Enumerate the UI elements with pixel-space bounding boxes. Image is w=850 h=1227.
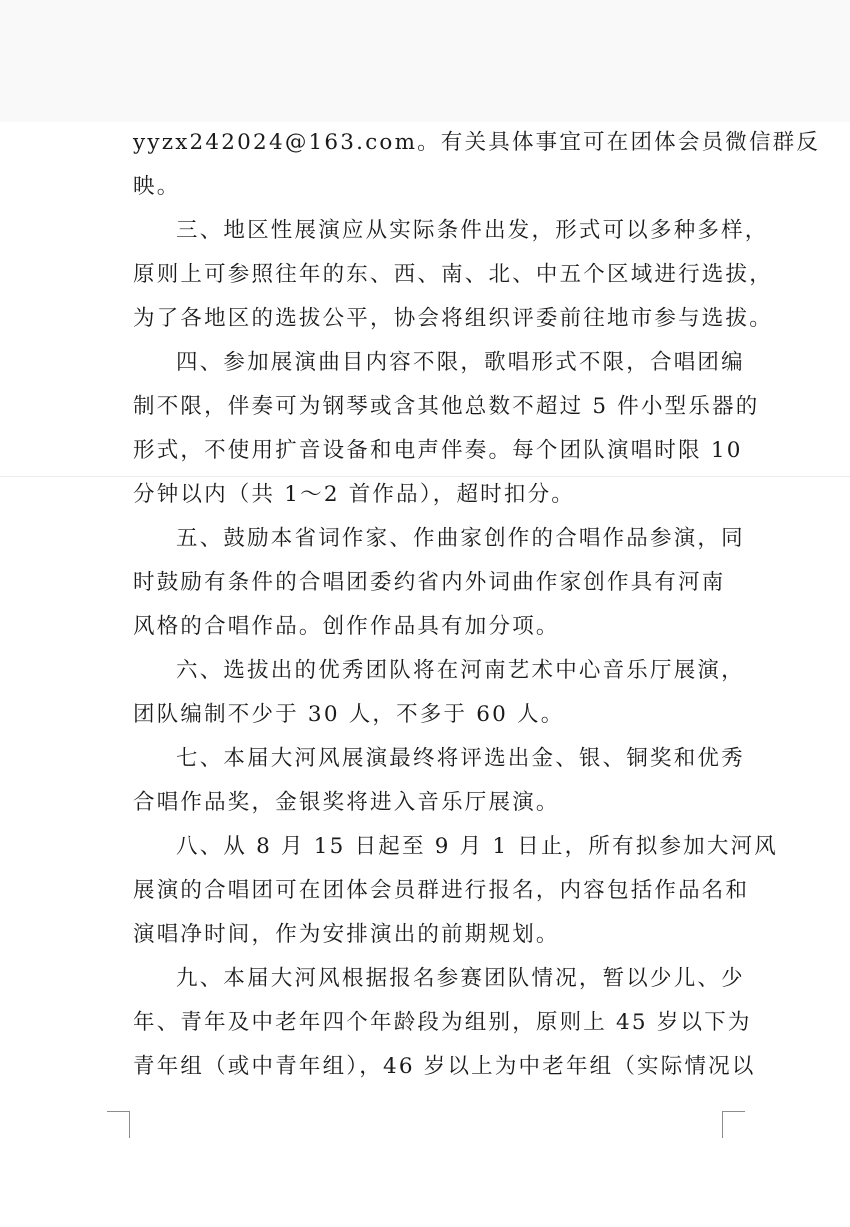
- text-line: 合唱作品奖，金银奖将进入音乐厅展演。: [133, 790, 560, 815]
- crop-mark-right: [722, 1111, 745, 1138]
- text-line: 时鼓励有条件的合唱团委约省内外词曲作家创作具有河南: [133, 570, 726, 595]
- paragraph-6-line: 六、选拔出的优秀团队将在河南艺术中心音乐厅展演，: [176, 658, 745, 683]
- page-header-band: [0, 0, 850, 122]
- text-line: 团队编制不少于 30 人，不多于 60 人。: [133, 702, 565, 727]
- text-line: 风格的合唱作品。创作作品具有加分项。: [133, 614, 560, 639]
- paragraph-9-line: 九、本届大河风根据报名参赛团队情况，暂以少儿、少: [176, 966, 745, 991]
- text-line: 形式，不使用扩音设备和电声伴奏。每个团队演唱时限 10: [133, 438, 743, 463]
- text-line: 年、青年及中老年四个年龄段为组别，原则上 45 岁以下为: [133, 1010, 752, 1035]
- paragraph-7-line: 七、本届大河风展演最终将评选出金、银、铜奖和优秀: [176, 746, 745, 771]
- paragraph-5-line: 五、鼓励本省词作家、作曲家创作的合唱作品参演，同: [176, 526, 745, 551]
- paragraph-4-line: 四、参加展演曲目内容不限，歌唱形式不限，合唱团编: [176, 350, 745, 375]
- text-line: 原则上可参照往年的东、西、南、北、中五个区域进行选拔，: [133, 262, 773, 287]
- paragraph-8-line: 八、从 8 月 15 日起至 9 月 1 日止，所有拟参加大河风: [176, 834, 778, 859]
- paragraph-3-line: 三、地区性展演应从实际条件出发，形式可以多种多样，: [176, 218, 769, 243]
- text-line: 为了各地区的选拔公平，协会将组织评委前往地市参与选拔。: [133, 306, 773, 331]
- text-line: 青年组（或中青年组），46 岁以上为中老年组（实际情况以: [133, 1054, 756, 1079]
- text-line: 演唱净时间，作为安排演出的前期规划。: [133, 922, 560, 947]
- crop-mark-left: [107, 1111, 130, 1138]
- text-line: 分钟以内（共 1～2 首作品），超时扣分。: [133, 482, 575, 507]
- text-line: 制不限，伴奏可为钢琴或含其他总数不超过 5 件小型乐器的: [133, 394, 760, 419]
- text-line: yyzx242024@163.com。有关具体事宜可在团体会员微信群反: [133, 130, 821, 155]
- text-line: 展演的合唱团可在团体会员群进行报名，内容包括作品名和: [133, 878, 750, 903]
- text-line: 映。: [133, 174, 181, 199]
